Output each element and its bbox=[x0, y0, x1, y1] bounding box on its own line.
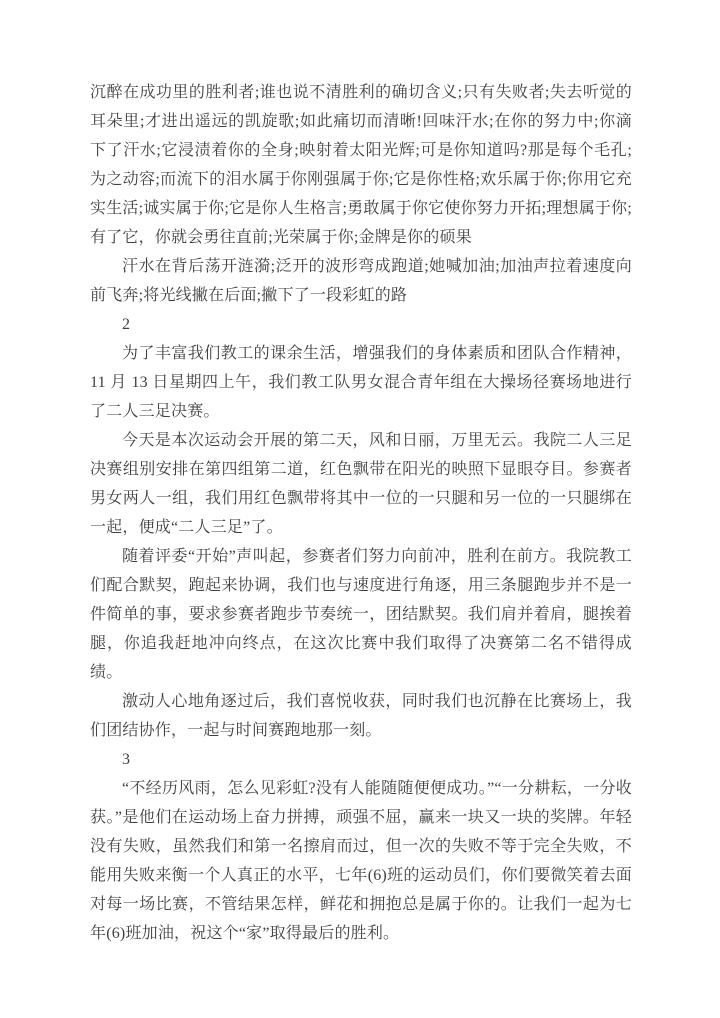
document-body bbox=[90, 78, 632, 948]
paragraph: 为了丰富我们教工的课余生活，增强我们的身体素质和团队合作精神，11 月 13 日星期四上午，我们教工队男女混合青年组在大操场径赛场地进行了二人三足决赛。 bbox=[90, 345, 632, 420]
paragraph: 2 bbox=[122, 316, 131, 333]
paragraph: 3 bbox=[122, 751, 131, 768]
paragraph: 今天是本次运动会开展的第二天，风和日丽，万里无云。我院二人三足决赛组别安排在第四组第二道，红色飘带在阳光的映照下显眼夺目。参赛者男女两人一组，我们用红色飘带将其中一位的一只腿和另一位的一只腿绑在一起，便成“二人三足”了。 bbox=[90, 432, 632, 536]
paragraph: 沉醉在成功里的胜利者;谁也说不清胜利的确切含义;只有失败者;失去听觉的耳朵里;才进出遥远的凯旋歌;如此痛切而清晰!回味汗水;在你的努力中;你滴下了汗水;它浸渍着你的全身;映射着太阳光辉;可是你知道吗?那是每个毛孔;为之动容;而流下的泪水属于你刚强属于你;它是你性格;欢乐属于你;你用它充实生活;诚实属于你;它是你人生格言;勇敢属于你它使你努力开拓;理想属于你;有了它，你就会勇往直前;光荣属于你;金牌是你的硕果 bbox=[90, 84, 632, 246]
paragraph: 随着评委“开始”声叫起，参赛者们努力向前冲，胜利在前方。我院教工们配合默契，跑起来协调，我们也与速度进行角逐，用三条腿跑步并不是一件简单的事，要求参赛者跑步节奏统一，团结默契。我们肩并着肩，腿挨着腿，你追我赶地冲向终点，在这次比赛中我们取得了决赛第二名不错得成绩。 bbox=[90, 548, 632, 681]
paragraph: 激动人心地角逐过后，我们喜悦收获，同时我们也沉静在比赛场上，我们团结协作，一起与时间赛跑地那一刻。 bbox=[90, 693, 632, 739]
paragraph: “不经历风雨，怎么见彩虹?没有人能随随便便成功。”“一分耕耘，一分收获。”是他们在运动场上奋力拼搏，顽强不屈，赢来一块又一块的奖牌。年轻没有失败，虽然我们和第一名擦肩而过，但一次的失败不等于完全失败，不能用失败来衡一个人真正的水平，七年(6)班的运动员们，你们要微笑着去面对每一场比赛，不管结果怎样，鲜花和拥抱总是属于你的。让我们一起为七年(6)班加油，祝这个“家”取得最后的胜利。 bbox=[90, 780, 632, 942]
paragraph: 汗水在背后荡开涟漪;泛开的波形弯成跑道;她喊加油;加油声拉着速度向前飞奔;将光线撇在后面;撇下了一段彩虹的路 bbox=[90, 258, 632, 304]
